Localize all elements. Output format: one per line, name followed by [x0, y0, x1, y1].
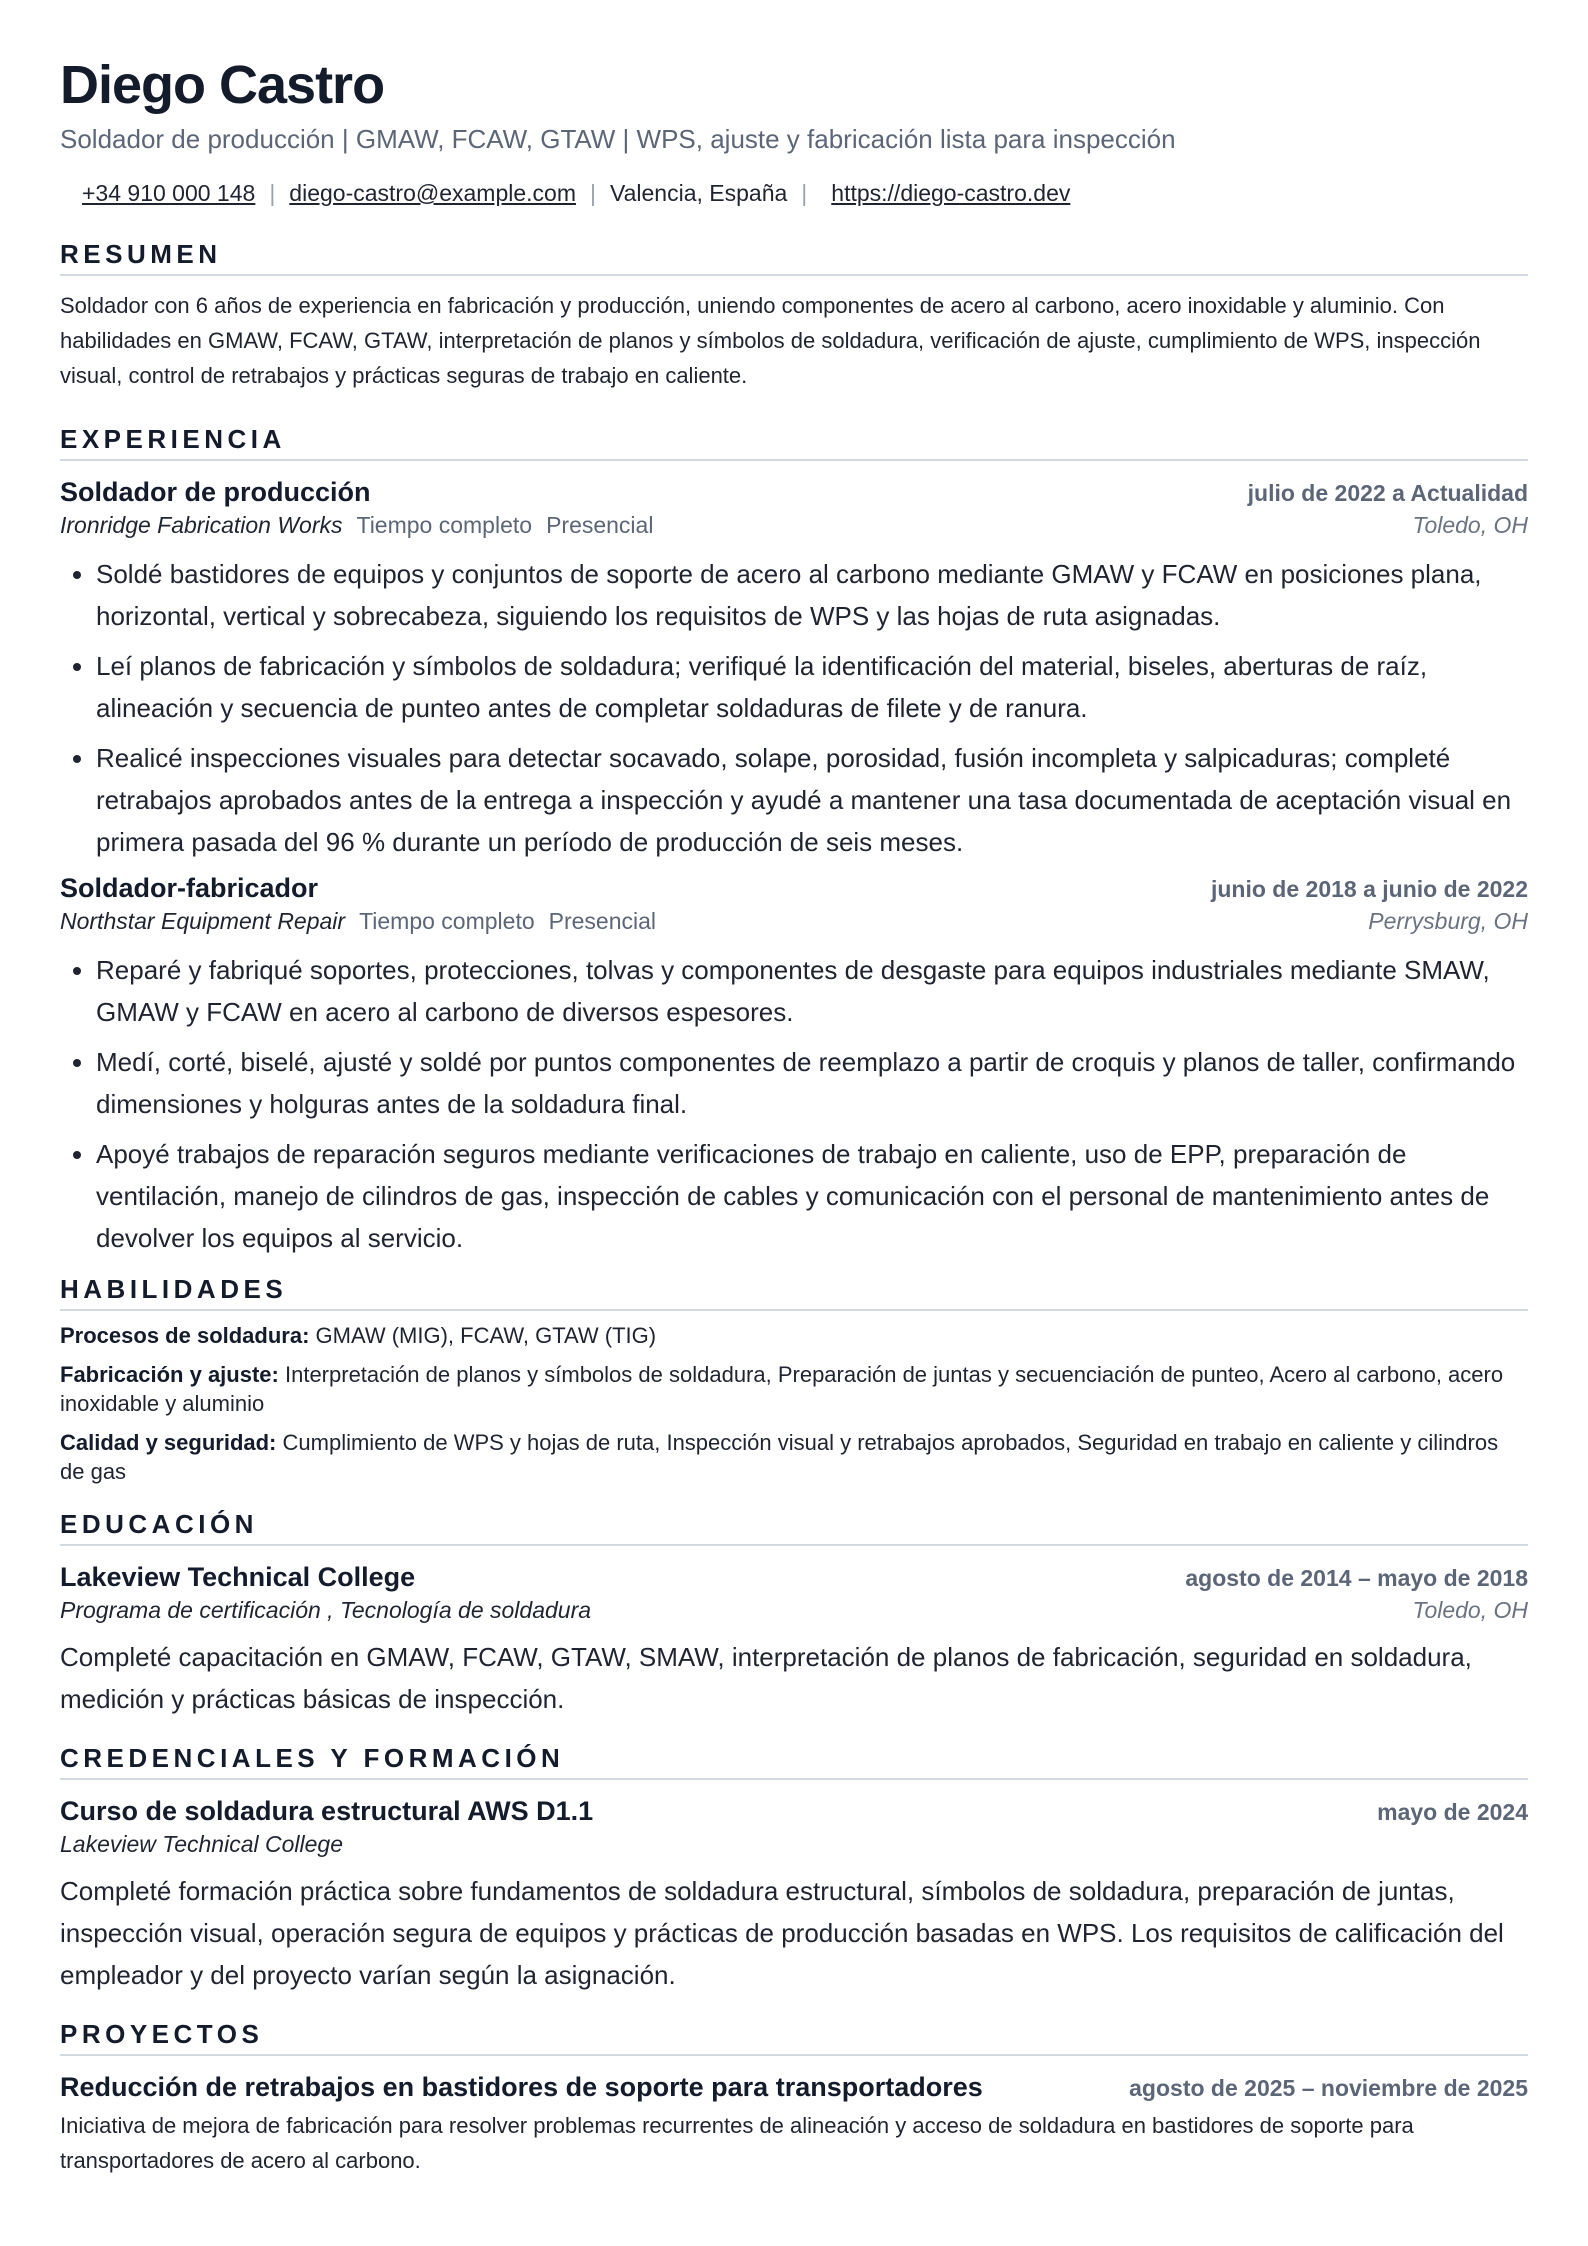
job-entry [60, 475, 1528, 863]
job-type: Tiempo completo [359, 908, 535, 934]
job-mode: Presencial [548, 908, 657, 934]
location-text: Valencia, España [609, 180, 788, 206]
job-role: Soldador-fabricador [60, 873, 319, 903]
education-dates: agosto de 2014 – mayo de 2018 [1185, 1565, 1528, 1591]
skill-value: Interpretación de planos y símbolos de soldadura, Preparación de juntas y secuenciación de punteo, Acero al carbono, acero inoxidable y aluminio [60, 1362, 1504, 1416]
job-mode: Presencial [546, 512, 654, 538]
job-dates: julio de 2022 a Actualidad [1247, 480, 1528, 506]
job-bullets [60, 553, 1528, 863]
skill-group [60, 1428, 1528, 1486]
job-role: Soldador de producción [60, 477, 371, 507]
skill-value: Cumplimiento de WPS y hojas de ruta, Inspección visual y retrabajos aprobados, Seguridad en trabajo en caliente y cilindros de gas [60, 1430, 1499, 1484]
section-title-credentials: CREDENCIALES Y FORMACIÓN [60, 1742, 1528, 1780]
website-link[interactable]: https://diego-castro.dev [831, 180, 1071, 206]
job-location: Perrysburg, OH [1368, 908, 1528, 934]
bullet-item: • Realicé inspecciones visuales para detectar socavado, solape, porosidad, fusión incompleta y salpicaduras; completé retrabajos aprobados antes de la entrega a inspección y ayudé a mantener una tasa documentada de aceptación visual en primera pasada del 96 % durante un período de producción de seis meses. [96, 737, 1528, 863]
contact-separator: | [801, 180, 808, 206]
skill-group [60, 1360, 1528, 1418]
project-description: Iniciativa de mejora de fabricación para resolver problemas recurrentes de alineación y acceso de soldadura en bastidores de soporte para transportadores de acero al carbono. [60, 2113, 1414, 2173]
credential-issuer: Lakeview Technical College [60, 1831, 343, 1857]
summary-text: Soldador con 6 años de experiencia en fabricación y producción, uniendo componentes de acero al carbono, acero inoxidable y aluminio. Con habilidades en GMAW, FCAW, GTAW, interpretación de planos y símbolos de soldadura, verificación de ajuste, cumplimiento de WPS, inspección visual, control de retrabajos y prácticas seguras de trabajo en caliente. [60, 293, 1481, 388]
skill-label: Procesos de soldadura: [60, 1323, 310, 1348]
bullet-item: • Medí, corté, biselé, ajusté y soldé por puntos componentes de reemplazo a partir de croquis y planos de taller, confirmando dimensiones y holguras antes de la soldadura final. [96, 1041, 1528, 1125]
phone-link[interactable]: +34 910 000 148 [82, 180, 256, 206]
candidate-name: Diego Castro [60, 55, 385, 115]
job-location: Toledo, OH [1412, 512, 1528, 538]
bullet-item: • Apoyé trabajos de reparación seguros mediante verificaciones de trabajo en caliente, uso de EPP, preparación de ventilación, manejo de cilindros de gas, inspección de cables y comunicación con el personal de mantenimiento antes de devolver los equipos al servicio. [96, 1133, 1528, 1259]
credential-date: mayo de 2024 [1377, 1799, 1528, 1825]
job-dates: junio de 2018 a junio de 2022 [1210, 876, 1528, 902]
project-dates: agosto de 2025 – noviembre de 2025 [1129, 2075, 1528, 2101]
bullet-item: • Soldé bastidores de equipos y conjuntos de soporte de acero al carbono mediante GMAW y FCAW en posiciones plana, horizontal, vertical y sobrecabeza, siguiendo los requisitos de WPS y las hojas de ruta asignadas. [96, 553, 1528, 637]
section-title-education: EDUCACIÓN [60, 1508, 1528, 1546]
skill-label: Calidad y seguridad: [60, 1430, 277, 1455]
contact-bar [60, 178, 1528, 208]
bullet-item: • Leí planos de fabricación y símbolos de soldadura; verifiqué la identificación del material, biseles, aberturas de raíz, alineación y secuencia de punteo antes de completar soldaduras de filete y de ranura. [96, 645, 1528, 729]
section-title-summary: RESUMEN [60, 238, 1528, 276]
credential-name: Curso de soldadura estructural AWS D1.1 [60, 1796, 594, 1826]
section-title-experience: EXPERIENCIA [60, 423, 1528, 461]
candidate-headline: Soldador de producción | GMAW, FCAW, GTAW | WPS, ajuste y fabricación lista para inspección [60, 124, 1176, 154]
education-school: Lakeview Technical College [60, 1562, 416, 1592]
credential-description: Completé formación práctica sobre fundamentos de soldadura estructural, símbolos de soldadura, preparación de juntas, inspección visual, operación segura de equipos y prácticas de producción basadas en WPS. Los requisitos de calificación del empleador y del proyecto varían según la asignación. [60, 1876, 1504, 1990]
education-location: Toledo, OH [1412, 1597, 1528, 1623]
education-program: Programa de certificación , Tecnología de soldadura [60, 1597, 592, 1623]
job-entry [60, 871, 1528, 1259]
contact-separator: | [269, 180, 276, 206]
skill-label: Fabricación y ajuste: [60, 1362, 279, 1387]
skill-group [60, 1321, 1528, 1350]
project-name: Reducción de retrabajos en bastidores de soporte para transportadores [60, 2072, 983, 2102]
education-description: Completé capacitación en GMAW, FCAW, GTAW, SMAW, interpretación de planos de fabricación, seguridad en soldadura, medición y prácticas básicas de inspección. [60, 1642, 1472, 1714]
job-company: Ironridge Fabrication Works [60, 512, 343, 538]
email-link[interactable]: diego-castro@example.com [289, 180, 576, 206]
job-company: Northstar Equipment Repair [60, 908, 346, 934]
section-title-skills: HABILIDADES [60, 1273, 1528, 1311]
skill-value: GMAW (MIG), FCAW, GTAW (TIG) [315, 1323, 657, 1348]
job-type: Tiempo completo [356, 512, 533, 538]
contact-separator: | [590, 180, 596, 206]
bullet-item: • Reparé y fabriqué soportes, protecciones, tolvas y componentes de desgaste para equipos industriales mediante SMAW, GMAW y FCAW en acero al carbono de diversos espesores. [96, 949, 1528, 1033]
section-title-projects: PROYECTOS [60, 2018, 1528, 2056]
job-bullets [60, 949, 1528, 1259]
